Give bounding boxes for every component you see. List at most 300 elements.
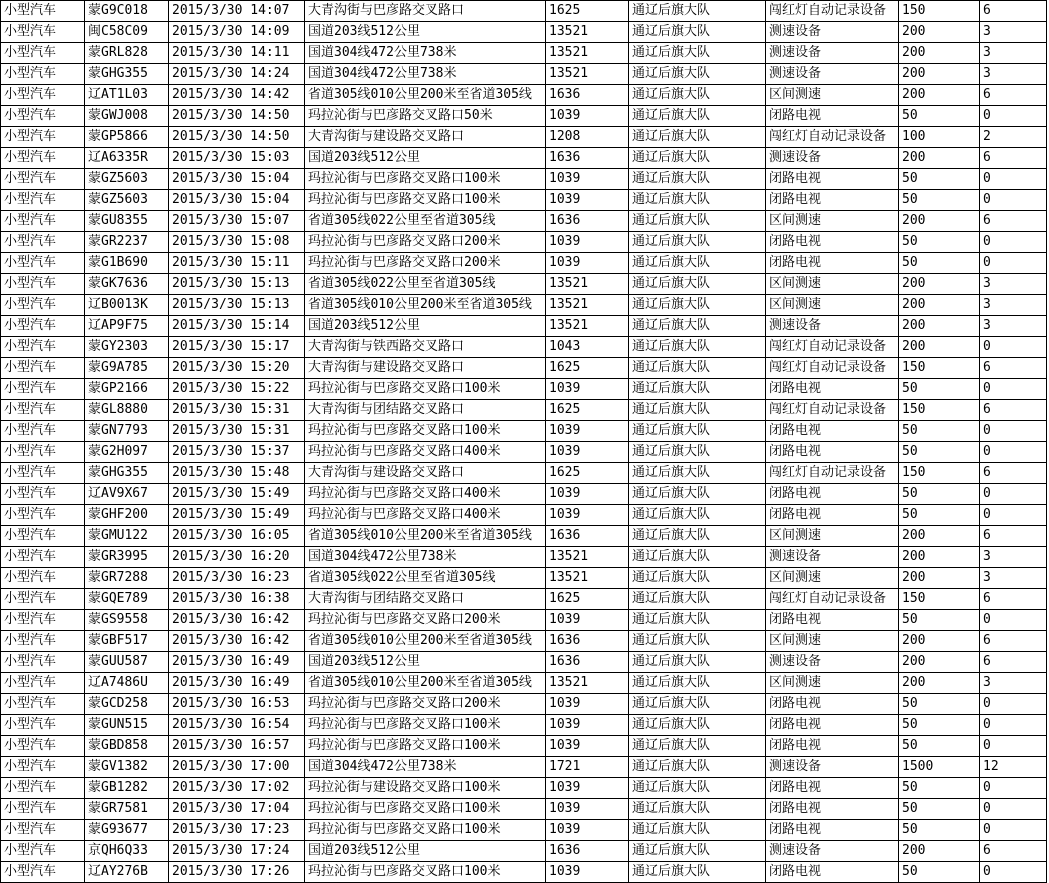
location-cell[interactable]: 大青沟街与团结路交叉路口 [305,400,546,421]
location-cell[interactable]: 大青沟街与巴彦路交叉路口 [305,1,546,22]
department-cell[interactable]: 通辽后旗大队 [629,316,766,337]
department-cell[interactable]: 通辽后旗大队 [629,22,766,43]
department-cell[interactable]: 通辽后旗大队 [629,610,766,631]
violation-code-cell[interactable]: 1721 [546,757,629,778]
fine-amount-cell[interactable]: 1500 [899,757,980,778]
plate-number-cell[interactable]: 蒙G93677 [85,820,169,841]
department-cell[interactable]: 通辽后旗大队 [629,400,766,421]
points-cell[interactable]: 0 [980,694,1047,715]
location-cell[interactable]: 省道305线010公里200米至省道305线 [305,295,546,316]
datetime-cell[interactable]: 2015/3/30 15:20 [169,358,305,379]
violation-code-cell[interactable]: 1636 [546,652,629,673]
violation-code-cell[interactable]: 1625 [546,589,629,610]
location-cell[interactable]: 玛拉沁街与巴彦路交叉路口100米 [305,715,546,736]
location-cell[interactable]: 省道305线022公里至省道305线 [305,568,546,589]
datetime-cell[interactable]: 2015/3/30 15:31 [169,421,305,442]
violation-code-cell[interactable]: 1039 [546,610,629,631]
points-cell[interactable]: 3 [980,673,1047,694]
department-cell[interactable]: 通辽后旗大队 [629,547,766,568]
fine-amount-cell[interactable]: 200 [899,337,980,358]
datetime-cell[interactable]: 2015/3/30 15:08 [169,232,305,253]
vehicle-type-cell[interactable]: 小型汽车 [1,547,85,568]
plate-number-cell[interactable]: 蒙GUN515 [85,715,169,736]
fine-amount-cell[interactable]: 50 [899,190,980,211]
plate-number-cell[interactable]: 蒙GP2166 [85,379,169,400]
department-cell[interactable]: 通辽后旗大队 [629,274,766,295]
violation-code-cell[interactable]: 1039 [546,442,629,463]
device-type-cell[interactable]: 测速设备 [766,43,899,64]
datetime-cell[interactable]: 2015/3/30 14:24 [169,64,305,85]
plate-number-cell[interactable]: 蒙GP5866 [85,127,169,148]
device-type-cell[interactable]: 闭路电视 [766,715,899,736]
department-cell[interactable]: 通辽后旗大队 [629,106,766,127]
location-cell[interactable]: 玛拉沁街与巴彦路交叉路口50米 [305,106,546,127]
fine-amount-cell[interactable]: 50 [899,610,980,631]
department-cell[interactable]: 通辽后旗大队 [629,757,766,778]
violation-code-cell[interactable]: 1636 [546,211,629,232]
vehicle-type-cell[interactable]: 小型汽车 [1,43,85,64]
device-type-cell[interactable]: 闭路电视 [766,169,899,190]
datetime-cell[interactable]: 2015/3/30 15:04 [169,190,305,211]
plate-number-cell[interactable]: 蒙GB1282 [85,778,169,799]
plate-number-cell[interactable]: 蒙GRL828 [85,43,169,64]
vehicle-type-cell[interactable]: 小型汽车 [1,862,85,883]
location-cell[interactable]: 省道305线022公里至省道305线 [305,211,546,232]
department-cell[interactable]: 通辽后旗大队 [629,148,766,169]
violation-code-cell[interactable]: 1039 [546,484,629,505]
plate-number-cell[interactable]: 蒙G2H097 [85,442,169,463]
fine-amount-cell[interactable]: 50 [899,106,980,127]
vehicle-type-cell[interactable]: 小型汽车 [1,715,85,736]
location-cell[interactable]: 国道203线512公里 [305,148,546,169]
plate-number-cell[interactable]: 蒙GR3995 [85,547,169,568]
plate-number-cell[interactable]: 蒙GR7581 [85,799,169,820]
plate-number-cell[interactable]: 蒙GR2237 [85,232,169,253]
location-cell[interactable]: 玛拉沁街与巴彦路交叉路口200米 [305,610,546,631]
violation-code-cell[interactable]: 13521 [546,316,629,337]
vehicle-type-cell[interactable]: 小型汽车 [1,568,85,589]
datetime-cell[interactable]: 2015/3/30 15:13 [169,274,305,295]
fine-amount-cell[interactable]: 200 [899,43,980,64]
points-cell[interactable]: 6 [980,358,1047,379]
datetime-cell[interactable]: 2015/3/30 14:42 [169,85,305,106]
location-cell[interactable]: 玛拉沁街与巴彦路交叉路口400米 [305,442,546,463]
location-cell[interactable]: 国道203线512公里 [305,22,546,43]
vehicle-type-cell[interactable]: 小型汽车 [1,610,85,631]
vehicle-type-cell[interactable]: 小型汽车 [1,589,85,610]
vehicle-type-cell[interactable]: 小型汽车 [1,148,85,169]
department-cell[interactable]: 通辽后旗大队 [629,232,766,253]
violation-code-cell[interactable]: 1039 [546,715,629,736]
location-cell[interactable]: 玛拉沁街与巴彦路交叉路口400米 [305,505,546,526]
device-type-cell[interactable]: 闭路电视 [766,862,899,883]
violation-code-cell[interactable]: 1636 [546,841,629,862]
vehicle-type-cell[interactable]: 小型汽车 [1,295,85,316]
violation-code-cell[interactable]: 1636 [546,526,629,547]
device-type-cell[interactable]: 闭路电视 [766,736,899,757]
violation-code-cell[interactable]: 1039 [546,232,629,253]
vehicle-type-cell[interactable]: 小型汽车 [1,1,85,22]
department-cell[interactable]: 通辽后旗大队 [629,568,766,589]
points-cell[interactable]: 6 [980,211,1047,232]
department-cell[interactable]: 通辽后旗大队 [629,820,766,841]
vehicle-type-cell[interactable]: 小型汽车 [1,274,85,295]
location-cell[interactable]: 国道304线472公里738米 [305,64,546,85]
device-type-cell[interactable]: 闭路电视 [766,190,899,211]
violation-code-cell[interactable]: 1039 [546,253,629,274]
fine-amount-cell[interactable]: 50 [899,694,980,715]
department-cell[interactable]: 通辽后旗大队 [629,442,766,463]
vehicle-type-cell[interactable]: 小型汽车 [1,631,85,652]
points-cell[interactable]: 0 [980,106,1047,127]
vehicle-type-cell[interactable]: 小型汽车 [1,526,85,547]
fine-amount-cell[interactable]: 200 [899,673,980,694]
device-type-cell[interactable]: 闯红灯自动记录设备 [766,1,899,22]
violation-code-cell[interactable]: 1636 [546,631,629,652]
fine-amount-cell[interactable]: 200 [899,316,980,337]
location-cell[interactable]: 省道305线010公里200米至省道305线 [305,526,546,547]
datetime-cell[interactable]: 2015/3/30 16:20 [169,547,305,568]
department-cell[interactable]: 通辽后旗大队 [629,127,766,148]
violation-code-cell[interactable]: 13521 [546,673,629,694]
violation-code-cell[interactable]: 1636 [546,148,629,169]
location-cell[interactable]: 玛拉沁街与巴彦路交叉路口100米 [305,862,546,883]
vehicle-type-cell[interactable]: 小型汽车 [1,190,85,211]
vehicle-type-cell[interactable]: 小型汽车 [1,253,85,274]
points-cell[interactable]: 6 [980,463,1047,484]
plate-number-cell[interactable]: 蒙GL8880 [85,400,169,421]
points-cell[interactable]: 0 [980,190,1047,211]
department-cell[interactable]: 通辽后旗大队 [629,337,766,358]
points-cell[interactable]: 3 [980,43,1047,64]
department-cell[interactable]: 通辽后旗大队 [629,64,766,85]
device-type-cell[interactable]: 区间测速 [766,274,899,295]
violation-code-cell[interactable]: 1039 [546,421,629,442]
plate-number-cell[interactable]: 辽AY276B [85,862,169,883]
points-cell[interactable]: 3 [980,295,1047,316]
datetime-cell[interactable]: 2015/3/30 17:02 [169,778,305,799]
plate-number-cell[interactable]: 蒙GZ5603 [85,169,169,190]
location-cell[interactable]: 国道304线472公里738米 [305,757,546,778]
datetime-cell[interactable]: 2015/3/30 16:05 [169,526,305,547]
location-cell[interactable]: 玛拉沁街与巴彦路交叉路口100米 [305,736,546,757]
device-type-cell[interactable]: 闯红灯自动记录设备 [766,589,899,610]
device-type-cell[interactable]: 测速设备 [766,547,899,568]
vehicle-type-cell[interactable]: 小型汽车 [1,85,85,106]
vehicle-type-cell[interactable]: 小型汽车 [1,484,85,505]
fine-amount-cell[interactable]: 50 [899,421,980,442]
datetime-cell[interactable]: 2015/3/30 14:50 [169,127,305,148]
vehicle-type-cell[interactable]: 小型汽车 [1,505,85,526]
department-cell[interactable]: 通辽后旗大队 [629,43,766,64]
violation-code-cell[interactable]: 1039 [546,862,629,883]
plate-number-cell[interactable]: 蒙G1B690 [85,253,169,274]
vehicle-type-cell[interactable]: 小型汽车 [1,316,85,337]
plate-number-cell[interactable]: 蒙GBF517 [85,631,169,652]
location-cell[interactable]: 国道304线472公里738米 [305,547,546,568]
fine-amount-cell[interactable]: 200 [899,64,980,85]
location-cell[interactable]: 玛拉沁街与巴彦路交叉路口100米 [305,421,546,442]
device-type-cell[interactable]: 闯红灯自动记录设备 [766,400,899,421]
fine-amount-cell[interactable]: 50 [899,778,980,799]
vehicle-type-cell[interactable]: 小型汽车 [1,694,85,715]
device-type-cell[interactable]: 闭路电视 [766,484,899,505]
fine-amount-cell[interactable]: 50 [899,820,980,841]
plate-number-cell[interactable]: 蒙GZ5603 [85,190,169,211]
vehicle-type-cell[interactable]: 小型汽车 [1,127,85,148]
department-cell[interactable]: 通辽后旗大队 [629,673,766,694]
vehicle-type-cell[interactable]: 小型汽车 [1,400,85,421]
vehicle-type-cell[interactable]: 小型汽车 [1,169,85,190]
datetime-cell[interactable]: 2015/3/30 14:50 [169,106,305,127]
fine-amount-cell[interactable]: 50 [899,715,980,736]
points-cell[interactable]: 0 [980,505,1047,526]
department-cell[interactable]: 通辽后旗大队 [629,190,766,211]
device-type-cell[interactable]: 测速设备 [766,757,899,778]
department-cell[interactable]: 通辽后旗大队 [629,484,766,505]
datetime-cell[interactable]: 2015/3/30 15:11 [169,253,305,274]
location-cell[interactable]: 大青沟街与建设路交叉路口 [305,463,546,484]
plate-number-cell[interactable]: 蒙GY2303 [85,337,169,358]
department-cell[interactable]: 通辽后旗大队 [629,652,766,673]
location-cell[interactable]: 大青沟街与铁西路交叉路口 [305,337,546,358]
department-cell[interactable]: 通辽后旗大队 [629,379,766,400]
device-type-cell[interactable]: 闯红灯自动记录设备 [766,358,899,379]
fine-amount-cell[interactable]: 50 [899,505,980,526]
location-cell[interactable]: 玛拉沁街与巴彦路交叉路口200米 [305,232,546,253]
points-cell[interactable]: 3 [980,547,1047,568]
points-cell[interactable]: 3 [980,316,1047,337]
points-cell[interactable]: 3 [980,22,1047,43]
plate-number-cell[interactable]: 辽A7486U [85,673,169,694]
department-cell[interactable]: 通辽后旗大队 [629,736,766,757]
department-cell[interactable]: 通辽后旗大队 [629,799,766,820]
plate-number-cell[interactable]: 蒙GCD258 [85,694,169,715]
fine-amount-cell[interactable]: 50 [899,442,980,463]
points-cell[interactable]: 2 [980,127,1047,148]
device-type-cell[interactable]: 区间测速 [766,85,899,106]
fine-amount-cell[interactable]: 200 [899,85,980,106]
location-cell[interactable]: 玛拉沁街与巴彦路交叉路口200米 [305,694,546,715]
location-cell[interactable]: 大青沟街与建设路交叉路口 [305,358,546,379]
department-cell[interactable]: 通辽后旗大队 [629,862,766,883]
device-type-cell[interactable]: 闯红灯自动记录设备 [766,337,899,358]
location-cell[interactable]: 省道305线010公里200米至省道305线 [305,85,546,106]
device-type-cell[interactable]: 测速设备 [766,64,899,85]
device-type-cell[interactable]: 闭路电视 [766,610,899,631]
points-cell[interactable]: 0 [980,232,1047,253]
points-cell[interactable]: 6 [980,148,1047,169]
points-cell[interactable]: 6 [980,589,1047,610]
location-cell[interactable]: 玛拉沁街与建设路交叉路口100米 [305,778,546,799]
points-cell[interactable]: 6 [980,841,1047,862]
points-cell[interactable]: 0 [980,778,1047,799]
fine-amount-cell[interactable]: 50 [899,484,980,505]
datetime-cell[interactable]: 2015/3/30 16:54 [169,715,305,736]
plate-number-cell[interactable]: 蒙GUU587 [85,652,169,673]
points-cell[interactable]: 0 [980,421,1047,442]
datetime-cell[interactable]: 2015/3/30 15:17 [169,337,305,358]
fine-amount-cell[interactable]: 50 [899,799,980,820]
datetime-cell[interactable]: 2015/3/30 14:09 [169,22,305,43]
violation-code-cell[interactable]: 1039 [546,778,629,799]
vehicle-type-cell[interactable]: 小型汽车 [1,736,85,757]
department-cell[interactable]: 通辽后旗大队 [629,463,766,484]
points-cell[interactable]: 0 [980,610,1047,631]
fine-amount-cell[interactable]: 50 [899,232,980,253]
fine-amount-cell[interactable]: 50 [899,253,980,274]
violation-code-cell[interactable]: 13521 [546,64,629,85]
device-type-cell[interactable]: 测速设备 [766,22,899,43]
datetime-cell[interactable]: 2015/3/30 17:24 [169,841,305,862]
vehicle-type-cell[interactable]: 小型汽车 [1,106,85,127]
points-cell[interactable]: 6 [980,1,1047,22]
plate-number-cell[interactable]: 闽C58C09 [85,22,169,43]
fine-amount-cell[interactable]: 150 [899,463,980,484]
device-type-cell[interactable]: 测速设备 [766,652,899,673]
location-cell[interactable]: 玛拉沁街与巴彦路交叉路口200米 [305,253,546,274]
fine-amount-cell[interactable]: 200 [899,547,980,568]
plate-number-cell[interactable]: 蒙GK7636 [85,274,169,295]
fine-amount-cell[interactable]: 200 [899,211,980,232]
vehicle-type-cell[interactable]: 小型汽车 [1,841,85,862]
fine-amount-cell[interactable]: 50 [899,379,980,400]
plate-number-cell[interactable]: 辽B0013K [85,295,169,316]
vehicle-type-cell[interactable]: 小型汽车 [1,211,85,232]
points-cell[interactable]: 0 [980,484,1047,505]
device-type-cell[interactable]: 闯红灯自动记录设备 [766,127,899,148]
vehicle-type-cell[interactable]: 小型汽车 [1,778,85,799]
datetime-cell[interactable]: 2015/3/30 15:04 [169,169,305,190]
violation-code-cell[interactable]: 1039 [546,190,629,211]
device-type-cell[interactable]: 闭路电视 [766,505,899,526]
device-type-cell[interactable]: 区间测速 [766,526,899,547]
datetime-cell[interactable]: 2015/3/30 15:13 [169,295,305,316]
plate-number-cell[interactable]: 蒙G9A785 [85,358,169,379]
violation-code-cell[interactable]: 1039 [546,505,629,526]
location-cell[interactable]: 国道304线472公里738米 [305,43,546,64]
department-cell[interactable]: 通辽后旗大队 [629,169,766,190]
plate-number-cell[interactable]: 蒙GBD858 [85,736,169,757]
points-cell[interactable]: 0 [980,253,1047,274]
points-cell[interactable]: 6 [980,526,1047,547]
points-cell[interactable]: 12 [980,757,1047,778]
location-cell[interactable]: 玛拉沁街与巴彦路交叉路口100米 [305,169,546,190]
location-cell[interactable]: 省道305线010公里200米至省道305线 [305,673,546,694]
fine-amount-cell[interactable]: 200 [899,148,980,169]
datetime-cell[interactable]: 2015/3/30 15:07 [169,211,305,232]
fine-amount-cell[interactable]: 200 [899,22,980,43]
datetime-cell[interactable]: 2015/3/30 16:49 [169,673,305,694]
device-type-cell[interactable]: 闭路电视 [766,379,899,400]
datetime-cell[interactable]: 2015/3/30 15:49 [169,505,305,526]
department-cell[interactable]: 通辽后旗大队 [629,421,766,442]
points-cell[interactable]: 6 [980,400,1047,421]
department-cell[interactable]: 通辽后旗大队 [629,589,766,610]
datetime-cell[interactable]: 2015/3/30 17:26 [169,862,305,883]
fine-amount-cell[interactable]: 50 [899,862,980,883]
vehicle-type-cell[interactable]: 小型汽车 [1,652,85,673]
datetime-cell[interactable]: 2015/3/30 15:31 [169,400,305,421]
fine-amount-cell[interactable]: 50 [899,169,980,190]
plate-number-cell[interactable]: 蒙GV1382 [85,757,169,778]
device-type-cell[interactable]: 测速设备 [766,148,899,169]
device-type-cell[interactable]: 测速设备 [766,841,899,862]
plate-number-cell[interactable]: 京QH6Q33 [85,841,169,862]
plate-number-cell[interactable]: 蒙GHF200 [85,505,169,526]
violation-code-cell[interactable]: 13521 [546,22,629,43]
location-cell[interactable]: 国道203线512公里 [305,841,546,862]
fine-amount-cell[interactable]: 150 [899,589,980,610]
department-cell[interactable]: 通辽后旗大队 [629,85,766,106]
violation-code-cell[interactable]: 1625 [546,1,629,22]
fine-amount-cell[interactable]: 200 [899,274,980,295]
plate-number-cell[interactable]: 蒙GQE789 [85,589,169,610]
violation-code-cell[interactable]: 1043 [546,337,629,358]
violation-code-cell[interactable]: 1625 [546,463,629,484]
location-cell[interactable]: 玛拉沁街与巴彦路交叉路口100米 [305,190,546,211]
points-cell[interactable]: 0 [980,736,1047,757]
plate-number-cell[interactable]: 蒙G9C018 [85,1,169,22]
plate-number-cell[interactable]: 蒙GS9558 [85,610,169,631]
datetime-cell[interactable]: 2015/3/30 17:23 [169,820,305,841]
violation-code-cell[interactable]: 1039 [546,799,629,820]
violation-code-cell[interactable]: 1039 [546,106,629,127]
points-cell[interactable]: 3 [980,568,1047,589]
location-cell[interactable]: 玛拉沁街与巴彦路交叉路口100米 [305,379,546,400]
vehicle-type-cell[interactable]: 小型汽车 [1,673,85,694]
points-cell[interactable]: 0 [980,715,1047,736]
location-cell[interactable]: 国道203线512公里 [305,316,546,337]
device-type-cell[interactable]: 闭路电视 [766,253,899,274]
vehicle-type-cell[interactable]: 小型汽车 [1,379,85,400]
device-type-cell[interactable]: 闭路电视 [766,232,899,253]
points-cell[interactable]: 6 [980,85,1047,106]
datetime-cell[interactable]: 2015/3/30 17:04 [169,799,305,820]
department-cell[interactable]: 通辽后旗大队 [629,631,766,652]
department-cell[interactable]: 通辽后旗大队 [629,253,766,274]
plate-number-cell[interactable]: 蒙GHG355 [85,463,169,484]
device-type-cell[interactable]: 闭路电视 [766,421,899,442]
vehicle-type-cell[interactable]: 小型汽车 [1,22,85,43]
fine-amount-cell[interactable]: 200 [899,841,980,862]
vehicle-type-cell[interactable]: 小型汽车 [1,337,85,358]
plate-number-cell[interactable]: 蒙GN7793 [85,421,169,442]
device-type-cell[interactable]: 闭路电视 [766,799,899,820]
vehicle-type-cell[interactable]: 小型汽车 [1,463,85,484]
department-cell[interactable]: 通辽后旗大队 [629,694,766,715]
violation-code-cell[interactable]: 1039 [546,379,629,400]
violation-code-cell[interactable]: 1208 [546,127,629,148]
plate-number-cell[interactable]: 辽A6335R [85,148,169,169]
plate-number-cell[interactable]: 蒙GHG355 [85,64,169,85]
location-cell[interactable]: 玛拉沁街与巴彦路交叉路口100米 [305,820,546,841]
datetime-cell[interactable]: 2015/3/30 16:23 [169,568,305,589]
device-type-cell[interactable]: 闭路电视 [766,106,899,127]
datetime-cell[interactable]: 2015/3/30 15:22 [169,379,305,400]
department-cell[interactable]: 通辽后旗大队 [629,1,766,22]
datetime-cell[interactable]: 2015/3/30 17:00 [169,757,305,778]
violation-code-cell[interactable]: 13521 [546,274,629,295]
violation-code-cell[interactable]: 1039 [546,820,629,841]
violation-code-cell[interactable]: 13521 [546,43,629,64]
violation-code-cell[interactable]: 1039 [546,169,629,190]
datetime-cell[interactable]: 2015/3/30 15:48 [169,463,305,484]
location-cell[interactable]: 国道203线512公里 [305,652,546,673]
department-cell[interactable]: 通辽后旗大队 [629,526,766,547]
datetime-cell[interactable]: 2015/3/30 15:14 [169,316,305,337]
fine-amount-cell[interactable]: 50 [899,736,980,757]
